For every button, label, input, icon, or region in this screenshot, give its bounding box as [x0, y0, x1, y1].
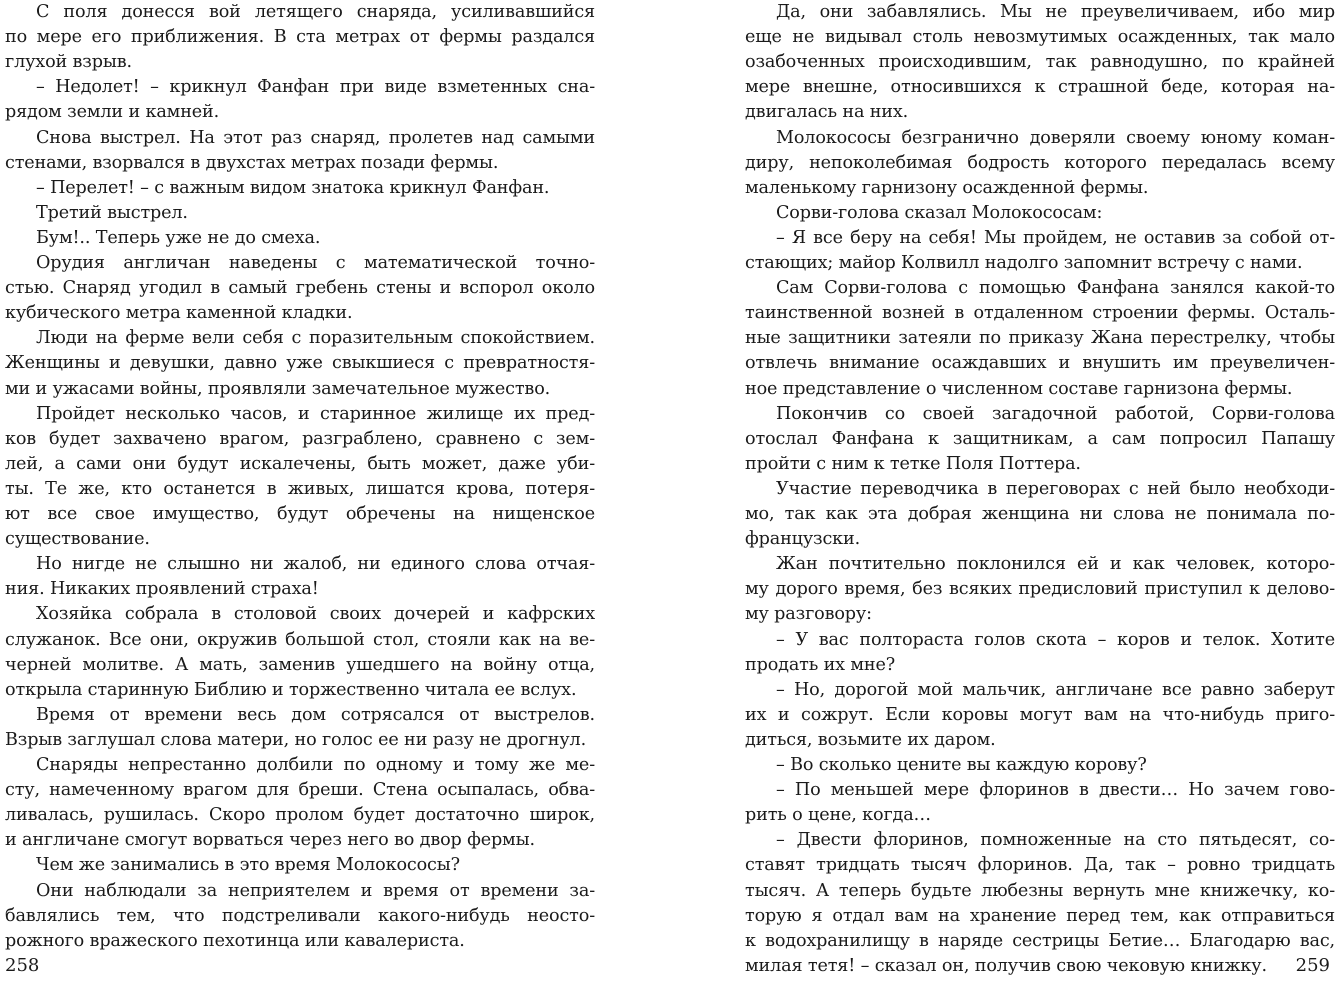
- text-line: Молокососы безгранично доверяли своему юному коман-: [776, 127, 1335, 148]
- text-line: Третий выстрел.: [36, 202, 188, 223]
- text-line: продать их мне?: [745, 654, 896, 675]
- text-line: С поля донесся вой летящего снаряда, усиливавшийся: [36, 2, 595, 22]
- text-line: по мере его приближения. В ста метрах от фермы раздался: [5, 27, 595, 48]
- text-line: Пройдет несколько часов, и старинное жилище их пред-: [36, 403, 595, 424]
- text-line: лей, а сами они будут искалечены, быть может, даже уби-: [5, 453, 595, 474]
- left-page: [5, 0, 595, 981]
- text-line: Время от времени весь дом сотрясался от выстрелов.: [36, 704, 595, 725]
- text-line: маленькому гарнизону осажденной фермы.: [745, 177, 1149, 198]
- page-number-right: 259: [1295, 955, 1330, 976]
- right-page: [745, 0, 1335, 981]
- text-line: отослал Фанфана к защитникам, а сам попросил Папашу: [745, 428, 1335, 449]
- text-line: Взрыв заглушал слова матери, но голос ее ни разу не дрогнул.: [5, 729, 587, 750]
- text-line: Хозяйка собрала в столовой своих дочерей и кафрских: [36, 604, 595, 625]
- text-line: Но нигде не слышно ни жалоб, ни единого слова отчая-: [36, 554, 595, 575]
- text-line: Сорви-голова сказал Молокососам:: [776, 202, 1103, 223]
- text-line: двигалась на них.: [745, 102, 909, 123]
- text-line: тысяч. А теперь будьте любезны вернуть мне книжечку, ко-: [745, 880, 1335, 901]
- text-line: Покончив со своей загадочной работой, Сорви-голова: [776, 403, 1335, 424]
- text-line: милая тетя! – сказал он, получив свою чековую книжку.: [745, 955, 1267, 976]
- text-line: таинственной возней в отдаленном строении фермы. Осталь-: [745, 303, 1335, 324]
- text-line: диться, возьмите их даром.: [745, 729, 996, 750]
- text-line: му разговору:: [745, 604, 872, 625]
- text-line: Женщины и девушки, давно уже свыкшиеся с превратностя-: [5, 353, 595, 374]
- text-line: служанок. Все они, окружив большой стол, стояли как на ве-: [5, 629, 595, 650]
- text-line: Чем же занимались в это время Молокососы?: [36, 855, 460, 876]
- text-line: рожного вражеского пехотинца или кавалериста.: [5, 930, 465, 951]
- text-line: ливалась, рушилась. Скоро пролом будет достаточно широк,: [5, 805, 595, 826]
- text-line: еще не видывал столь невозмутимых осажденных, так мало: [745, 27, 1335, 48]
- text-line: сту, намеченному врагом для бреши. Стена осыпалась, обва-: [5, 780, 595, 801]
- text-line: – Недолет! – крикнул Фанфан при виде взметенных сна-: [36, 77, 595, 98]
- text-line: – Во сколько цените вы каждую корову?: [776, 755, 1147, 775]
- text-line: – Перелет! – с важным видом знатока крикнул Фанфан.: [36, 177, 550, 198]
- page-number-left: 258: [5, 955, 40, 976]
- text-line: – По меньшей мере флоринов в двести… Но зачем гово-: [776, 780, 1335, 801]
- text-line: Снаряды непрестанно долбили по одному и тому же ме-: [36, 755, 595, 775]
- text-line: Орудия англичан наведены с математической точно-: [36, 253, 595, 273]
- text-line: французски.: [745, 529, 861, 550]
- text-line: озабоченных происходившим, так равнодушно, по крайней: [745, 52, 1335, 73]
- text-line: ное представление о численном составе гарнизона фермы.: [745, 378, 1293, 399]
- text-line: – У вас полтораста голов скота – коров и телок. Хотите: [776, 629, 1335, 650]
- text-line: кубического метра каменной кладки.: [5, 303, 353, 324]
- text-line: Участие переводчика в переговорах с ней было необходи-: [776, 478, 1335, 499]
- text-line: Бум!.. Теперь уже не до смеха.: [36, 227, 321, 248]
- text-line: их и сожрут. Если коровы могут вам на что-нибудь приго-: [745, 704, 1335, 725]
- text-line: рить о цене, когда…: [745, 805, 931, 826]
- text-line: отвлечь внимание осаждавших и внушить им преувеличен-: [745, 353, 1335, 374]
- text-line: пройти с ним к тетке Поля Поттера.: [745, 453, 1081, 474]
- text-line: стью. Снаряд угодил в самый гребень стены и вспорол около: [5, 278, 595, 299]
- text-line: стающих; майор Колвилл надолго запомнит встречу с нами.: [745, 253, 1303, 273]
- text-line: открыла старинную Библию и торжественно читала ее вслух.: [5, 679, 577, 700]
- text-line: существование.: [5, 529, 150, 550]
- text-line: ставят тридцать тысяч флоринов. Да, так – ровно тридцать: [745, 855, 1335, 876]
- text-line: ют все свое имущество, будут обречены на нищенское: [5, 504, 595, 524]
- text-line: Люди на ферме вели себя с поразительным спокойствием.: [36, 328, 595, 349]
- text-line: рядом земли и камней.: [5, 102, 220, 123]
- text-line: – Я все беру на себя! Мы пройдем, не оставив за собой от-: [776, 227, 1335, 248]
- text-line: торую я отдал вам на хранение перед тем, как отправиться: [745, 905, 1335, 926]
- text-line: ния. Никаких проявлений страха!: [5, 579, 319, 600]
- text-line: глухой взрыв.: [5, 52, 132, 73]
- text-line: и англичане смогут ворваться через него во двор фермы.: [5, 830, 535, 851]
- text-line: ты. Те же, кто останется в живых, лишатся крова, потеря-: [5, 478, 595, 499]
- text-line: к водохранилищу в наряде сестрицы Бетие… Благодарю вас,: [745, 930, 1335, 951]
- text-line: ные защитники затеяли по приказу Жана перестрелку, чтобы: [745, 328, 1335, 349]
- text-line: диру, непоколебимая бодрость которого передалась всему: [745, 152, 1335, 173]
- text-line: Они наблюдали за неприятелем и время от времени за-: [36, 880, 595, 901]
- text-line: бавлялись тем, что подстреливали какого-нибудь неосто-: [5, 905, 595, 926]
- text-line: Жан почтительно поклонился ей и как человек, которо-: [776, 554, 1335, 575]
- text-line: мере внешне, относившихся к страшной беде, которая на-: [745, 77, 1335, 98]
- text-line: му дорого время, без всяких предисловий приступил к делово-: [745, 579, 1335, 600]
- text-line: мо, так как эта добрая женщина ни слова не понимала по-: [745, 504, 1335, 524]
- text-line: Да, они забавлялись. Мы не преувеличиваем, ибо мир: [776, 2, 1335, 22]
- text-line: ков будет захвачено врагом, разграблено, сравнено с зем-: [5, 428, 595, 449]
- text-line: стенами, взорвался в двухстах метрах позади фермы.: [5, 152, 499, 173]
- text-line: – Но, дорогой мой мальчик, англичане все равно заберут: [776, 679, 1335, 700]
- text-line: Снова выстрел. На этот раз снаряд, пролетев над самыми: [36, 127, 595, 148]
- text-line: ми и ужасами войны, проявляли замечательное мужество.: [5, 378, 551, 399]
- text-line: – Двести флоринов, помноженные на сто пятьдесят, со-: [776, 830, 1335, 851]
- text-line: Сам Сорви-голова с помощью Фанфана занялся какой-то: [776, 278, 1335, 299]
- text-line: черней молитве. А мать, заменив ушедшего на войну отца,: [5, 654, 595, 675]
